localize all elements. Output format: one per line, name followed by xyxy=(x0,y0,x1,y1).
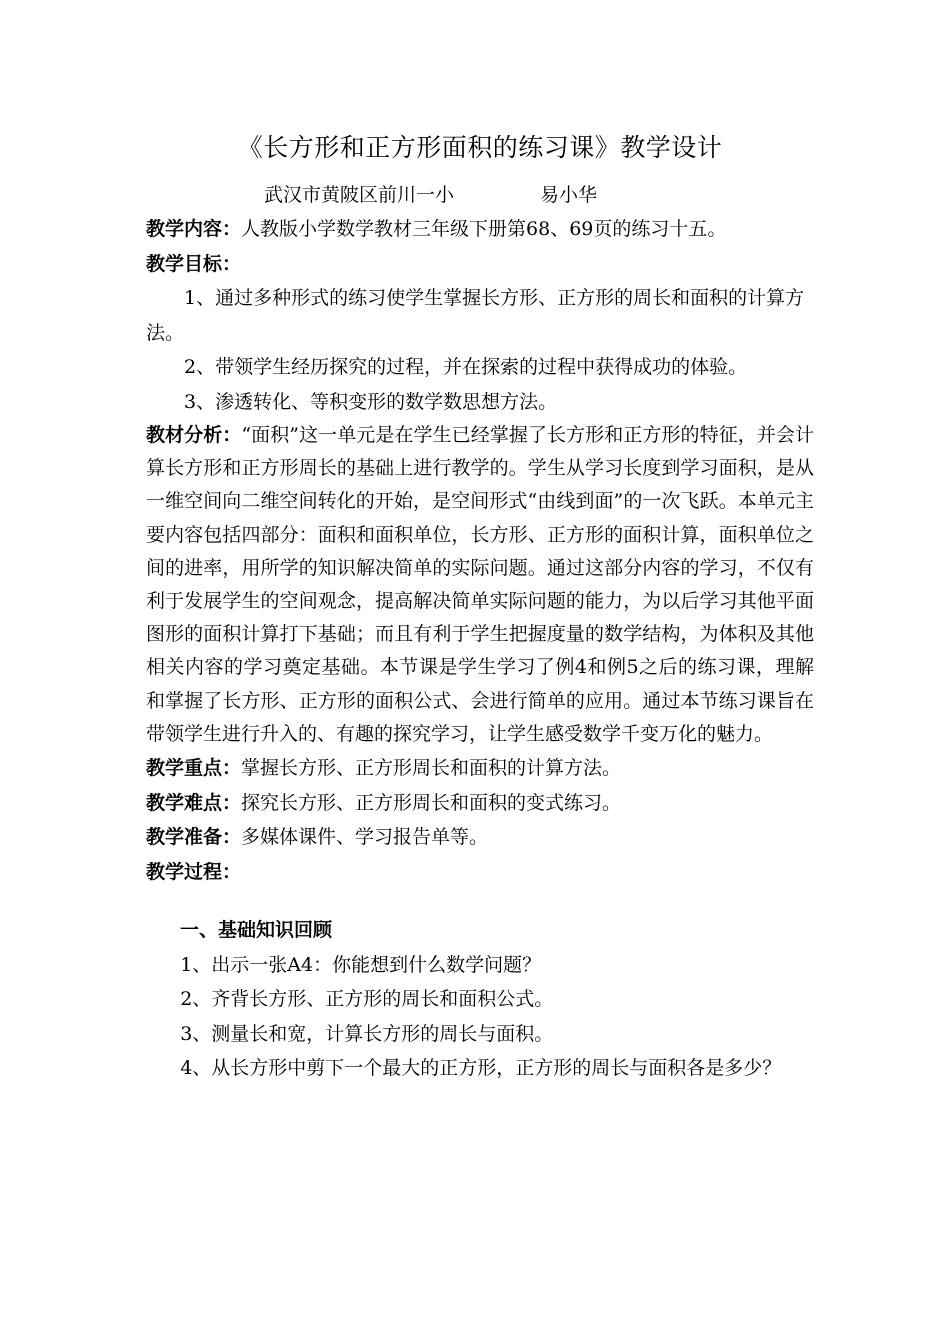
teaching-objectives-heading xyxy=(146,247,814,282)
objective-item: 2、带领学生经历探究的过程，并在探索的过程中获得成功的体验。 xyxy=(184,356,748,378)
byline xyxy=(146,178,814,212)
process-item: 2、齐背长方形、正方形的周长和面积公式。 xyxy=(180,988,554,1011)
byline-school: 武汉市黄陂区前川一小 xyxy=(264,184,455,206)
teaching-key-point-text: 掌握长方形、正方形周长和面积的计算方法。 xyxy=(241,757,622,780)
byline-author: 易小华 xyxy=(540,184,598,206)
teaching-content xyxy=(146,212,814,247)
material-analysis-label: 教材分析： xyxy=(146,424,242,446)
section-heading: 一、基础知识回顾 xyxy=(180,919,333,942)
teaching-preparation-text: 多媒体课件、学习报告单等。 xyxy=(241,826,489,849)
objective-item: 3、渗透转化、等积变形的数学数思想方法。 xyxy=(184,390,558,413)
process-item: 3、测量长和宽，计算长方形的周长与面积。 xyxy=(180,1022,554,1045)
objective-item: 1、通过多种形式的练习使学生掌握长方形、正方形的周长和面积的计算方法。 xyxy=(146,287,805,344)
teaching-preparation xyxy=(146,820,814,855)
blank-line xyxy=(146,889,814,913)
teaching-difficulty-label: 教学难点： xyxy=(146,791,242,814)
process-item: 1、出示一张A4：你能想到什么数学问题？ xyxy=(180,953,542,976)
teaching-objectives-label: 教学目标： xyxy=(146,252,242,275)
teaching-process-label: 教学过程： xyxy=(146,860,242,883)
teaching-key-point-label: 教学重点： xyxy=(146,757,242,780)
document-title: 《长方形和正方形面积的练习课》教学设计 xyxy=(237,133,723,162)
teaching-process-heading xyxy=(146,855,814,890)
teaching-difficulty-text: 探究长方形、正方形周长和面积的变式练习。 xyxy=(241,791,622,814)
teaching-content-text: 人教版小学数学教材三年级下册第68、69页的练习十五。 xyxy=(241,218,727,240)
teaching-key-point xyxy=(146,751,814,786)
teaching-content-label: 教学内容： xyxy=(146,218,242,240)
process-item: 4、从长方形中剪下一个最大的正方形，正方形的周长与面积各是多少？ xyxy=(180,1057,782,1080)
teaching-difficulty xyxy=(146,786,814,821)
material-analysis-text: “面积”这一单元是在学生已经掌握了长方形和正方形的特征，并会计算长方形和正方形周长的基础上进行教学的。学生从学习长度到学习面积，是从一维空间向二维空间转化的开始，是空间形式“由线到面”的一次飞跃。本单元主要内容包括四部分：面积和面积单位，长方形、正方形的面积计算，面积单位之间的进率，用所学的知识解决简单的实际问题。通过这部分内容的学习，不仅有利于发展学生的空间观念，提高解决简单实际问题的能力，为以后学习其他平面图形的面积计算打下基础；而且有利于学生把握度量的数学结构，为体积及其他相关内容的学习奠定基础。本节课是学生学习了例4和例5之后的练习课，理解和掌握了长方形、正方形的面积公式、会进行简单的应用。通过本节练习课旨在带领学生进行升入的、有趣的探究学习，让学生感受数学千变万化的魅力。 xyxy=(146,424,814,745)
teaching-preparation-label: 教学准备： xyxy=(146,826,242,849)
material-analysis xyxy=(146,419,814,751)
document-page xyxy=(146,128,814,1086)
